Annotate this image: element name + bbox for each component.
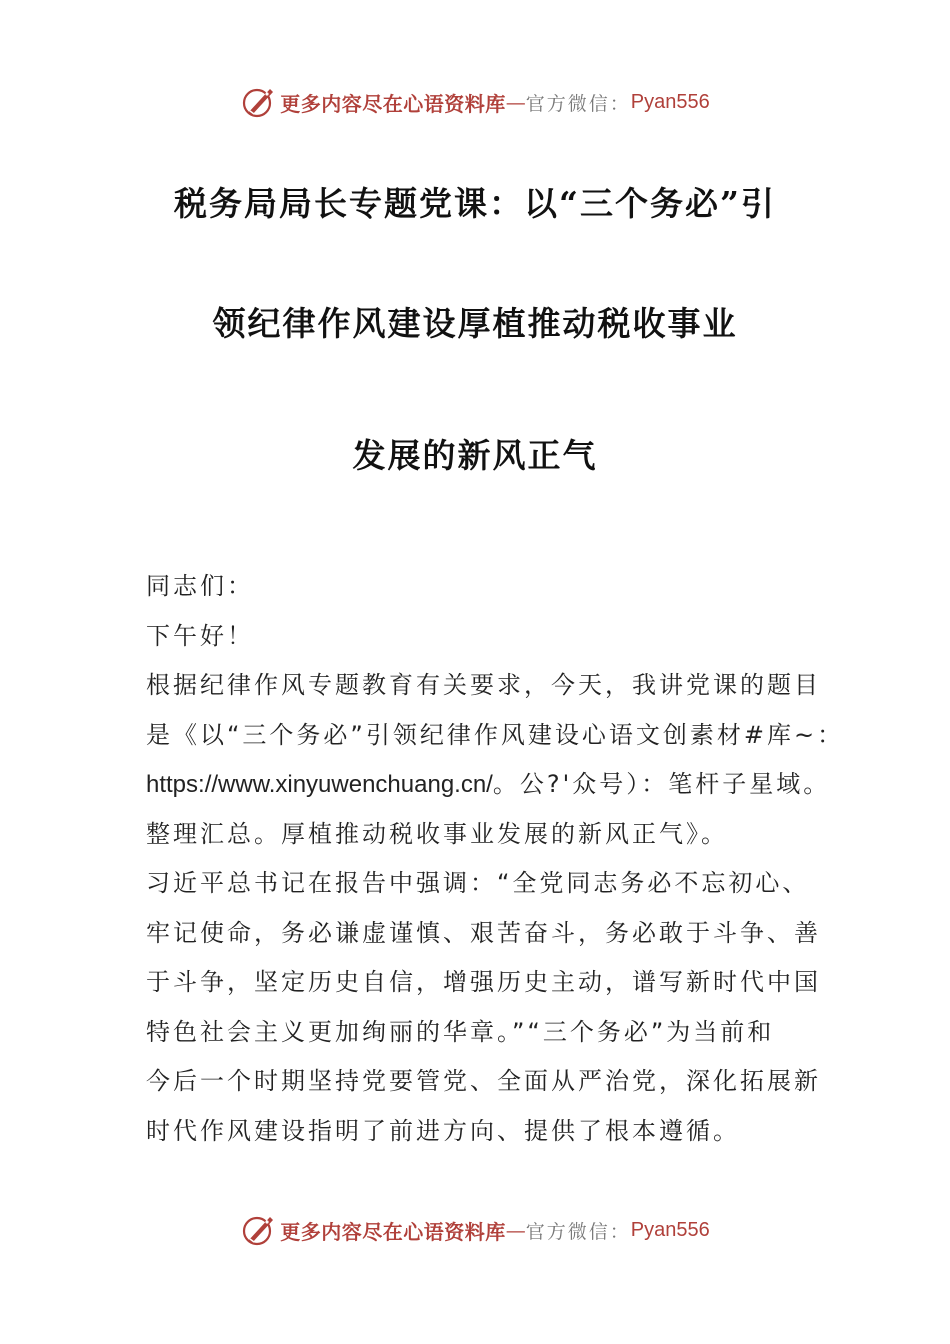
watermark-contact-label: 官方微信： [525,1220,631,1243]
watermark-contact-id: Pyan556 [630,1218,710,1241]
body-text [146,562,845,1156]
body-line-with-url [146,760,836,810]
title-line-3: 发展的新风正气 [352,436,598,475]
title-line-1: 税务局局长专题党课：以“三个务必”引 [174,184,776,223]
body-line-fragment: 。公?'众号）：笔杆子星域。 [492,770,831,798]
title-line-2: 领纪律作风建设厚植推动税收事业 [212,304,738,343]
body-line: 同志们： [146,572,254,600]
body-line: 特色社会主义更加绚丽的华章。”“三个务必”为当前和 [146,1017,775,1046]
watermark-contact-label: 官方微信： [525,92,631,115]
body-line: 是《以“三个务必”引领纪律作风建设心语文创素材#库~： [146,720,845,749]
body-line: 下午好！ [146,621,254,650]
body-line: 今后一个时期坚持党要管党、全面从严治党，深化拓展新 [146,1067,821,1095]
watermark-site-text: 更多内容尽在心语资料库 [280,91,506,116]
body-line: 习近平总书记在报告中强调：“全党同志务必不忘初心、 [146,869,810,897]
header-watermark [0,80,950,124]
watermark-site-text: 更多内容尽在心语资料库 [280,1219,506,1244]
footer-watermark [0,1208,950,1252]
watermark-contact-id: Pyan556 [630,90,710,113]
body-line: 于斗争，坚定历史自信，增强历史主动，谱写新时代中国 [146,968,821,996]
body-line: 根据纪律作风专题教育有关要求，今天，我讲党课的题目 [146,671,821,699]
body-line: 时代作风建设指明了前进方向、提供了根本遵循。 [146,1116,740,1145]
body-line: 整理汇总。厚植推动税收事业发展的新风正气》。 [146,819,728,848]
watermark-separator: — [505,1218,526,1242]
pen-nib-logo-icon [240,1211,278,1249]
watermark-separator: — [505,90,526,114]
pen-nib-logo-icon [240,83,278,121]
body-url: https://www.xinyuwenchuang.cn/ [146,771,493,798]
body-line: 牢记使命，务必谦虚谨慎、艰苦奋斗，务必敢于斗争、善 [146,918,821,947]
